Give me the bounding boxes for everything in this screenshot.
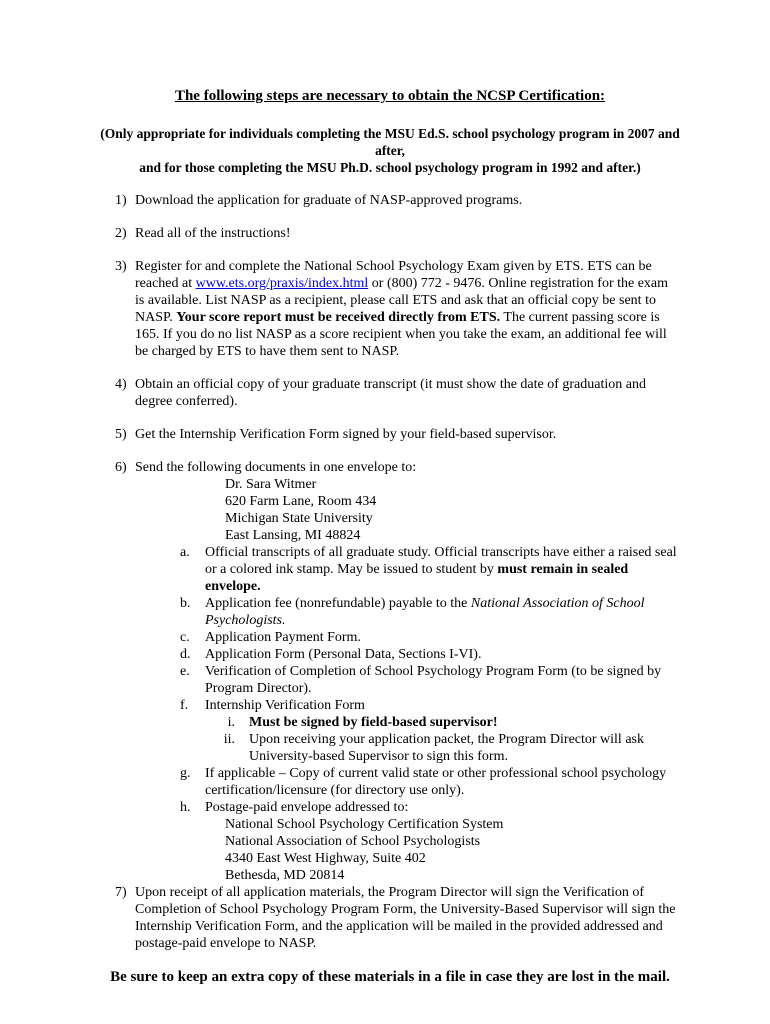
address-line: Dr. Sara Witmer [225,477,317,492]
sub-item-g-text: If applicable – Copy of current valid state or other professional school psychology certification/licensure (for directory use only). [205,766,667,798]
step-7-marker: 7) [115,885,127,900]
step-3-bold-text: Your score report must be received directly from ETS. [176,310,501,325]
sub-item-b-text [205,595,680,629]
step-4 [115,376,680,410]
step-2 [115,225,680,242]
step-3-text [135,258,680,360]
sub-item-c [180,629,680,646]
step-1-marker: 1) [115,193,127,208]
address-line: East Lansing, MI 48824 [225,528,361,543]
step-3-text-part-3: The current passing score is 165. If you do no list NASP as a score recipient when you take the exam, an additional fee will be charged by ETS to have them sent to NASP. [135,310,667,359]
sub-item-c-text: Application Payment Form. [205,630,361,645]
subtitle-line-1: (Only appropriate for individuals completing the MSU Ed.S. school psychology program in 2007 and after, [100,126,680,158]
sub-item-h-text: Postage-paid envelope addressed to: [205,800,409,815]
page-title-text: The following steps are necessary to obtain the NCSP Certification: [174,88,606,104]
sub-item-b [180,595,680,629]
step-2-marker: 2) [115,226,127,241]
sub-item-b-marker: b. [180,596,191,611]
roman-item-i-marker: i. [227,715,235,730]
step-5-text: Get the Internship Verification Form signed by your field-based supervisor. [135,427,557,442]
step-3 [115,258,680,360]
sub-item-a-marker: a. [180,545,190,560]
sub-item-a [180,544,680,595]
subtitle [100,125,680,176]
steps-list [100,192,680,952]
step-3-text-part-2: or (800) 772 - 9476. Online registration for the exam is available. List NASP as a recipient, please call ETS and ask that an official copy be sent to NASP. [135,276,669,325]
step-7-text: Upon receipt of all application materials, the Program Director will sign the Verification of Completion of School Psychology Program Form, the University-Based Supervisor will sign the Internship Verification Form, and the application will be mailed in the provided addressed and postage-paid envelope to NASP. [135,885,676,951]
step-3-text-part-1: Register for and complete the National School Psychology Exam given by ETS. ETS can be reached at [135,259,652,291]
step-1-text: Download the application for graduate of NASP-approved programs. [135,193,523,208]
address-line: National School Psychology Certification System [225,817,504,832]
sub-item-g-marker: g. [180,766,191,781]
sub-item-b-italic-text: National Association of School Psychologists. [205,596,645,628]
roman-item-i-bold-text: Must be signed by field-based supervisor! [249,715,498,730]
step-4-marker: 4) [115,377,127,392]
sub-item-f [180,697,680,765]
step-4-text: Obtain an official copy of your graduate transcript (it must show the date of graduation and degree conferred). [135,377,646,409]
sub-item-d-text: Application Form (Personal Data, Sections I-VI). [205,647,482,662]
step-6-sublist [180,544,680,884]
sub-item-c-marker: c. [180,630,190,645]
sub-item-h-marker: h. [180,800,191,815]
ets-praxis-link[interactable]: www.ets.org/praxis/index.html [195,276,369,291]
page-title [100,88,680,105]
sub-item-d-marker: d. [180,647,191,662]
sub-item-e-text: Verification of Completion of School Psychology Program Form (to be signed by Program Director). [205,664,662,696]
step-2-text: Read all of the instructions! [135,226,291,241]
step-7 [115,884,680,952]
step-5 [115,426,680,443]
sub-item-g [180,765,680,799]
roman-item-i [205,714,680,731]
sub-item-h [180,799,680,884]
recipient-address-block [225,476,680,544]
address-line: 4340 East West Highway, Suite 402 [225,851,426,866]
step-3-marker: 3) [115,259,127,274]
sub-item-f-romanlist [205,714,680,765]
sub-item-f-content [205,697,680,765]
sub-item-e [180,663,680,697]
sub-item-h-content [205,799,680,884]
sub-item-a-bold-text: must remain in sealed envelope. [205,562,629,594]
sub-item-a-text [205,544,680,595]
sub-item-b-text-part: Application fee (nonrefundable) payable to the [205,596,471,611]
sub-item-e-marker: e. [180,664,190,679]
roman-item-ii [205,731,680,765]
nasp-address-block [225,816,680,884]
sub-item-f-text: Internship Verification Form [205,698,365,713]
address-line: 620 Farm Lane, Room 434 [225,494,377,509]
step-6-intro: Send the following documents in one envelope to: [135,460,417,475]
step-1 [115,192,680,209]
footer-note: Be sure to keep an extra copy of these materials in a file in case they are lost in the mail. [110,969,670,985]
roman-item-ii-marker: ii. [223,732,235,747]
step-5-marker: 5) [115,427,127,442]
address-line: National Association of School Psychologists [225,834,481,849]
step-6 [115,459,680,884]
subtitle-line-2: and for those completing the MSU Ph.D. school psychology program in 1992 and after.) [139,160,641,175]
roman-item-ii-text: Upon receiving your application packet, the Program Director will ask University-based Supervisor to sign this form. [249,732,644,764]
address-line: Michigan State University [225,511,373,526]
sub-item-a-text-part: Official transcripts of all graduate study. Official transcripts have either a raised seal or a colored ink stamp. May be issued to student by [205,545,677,577]
sub-item-f-marker: f. [180,698,189,713]
address-line: Bethesda, MD 20814 [225,868,345,883]
sub-item-d [180,646,680,663]
step-6-content [135,459,680,884]
step-6-marker: 6) [115,460,127,475]
